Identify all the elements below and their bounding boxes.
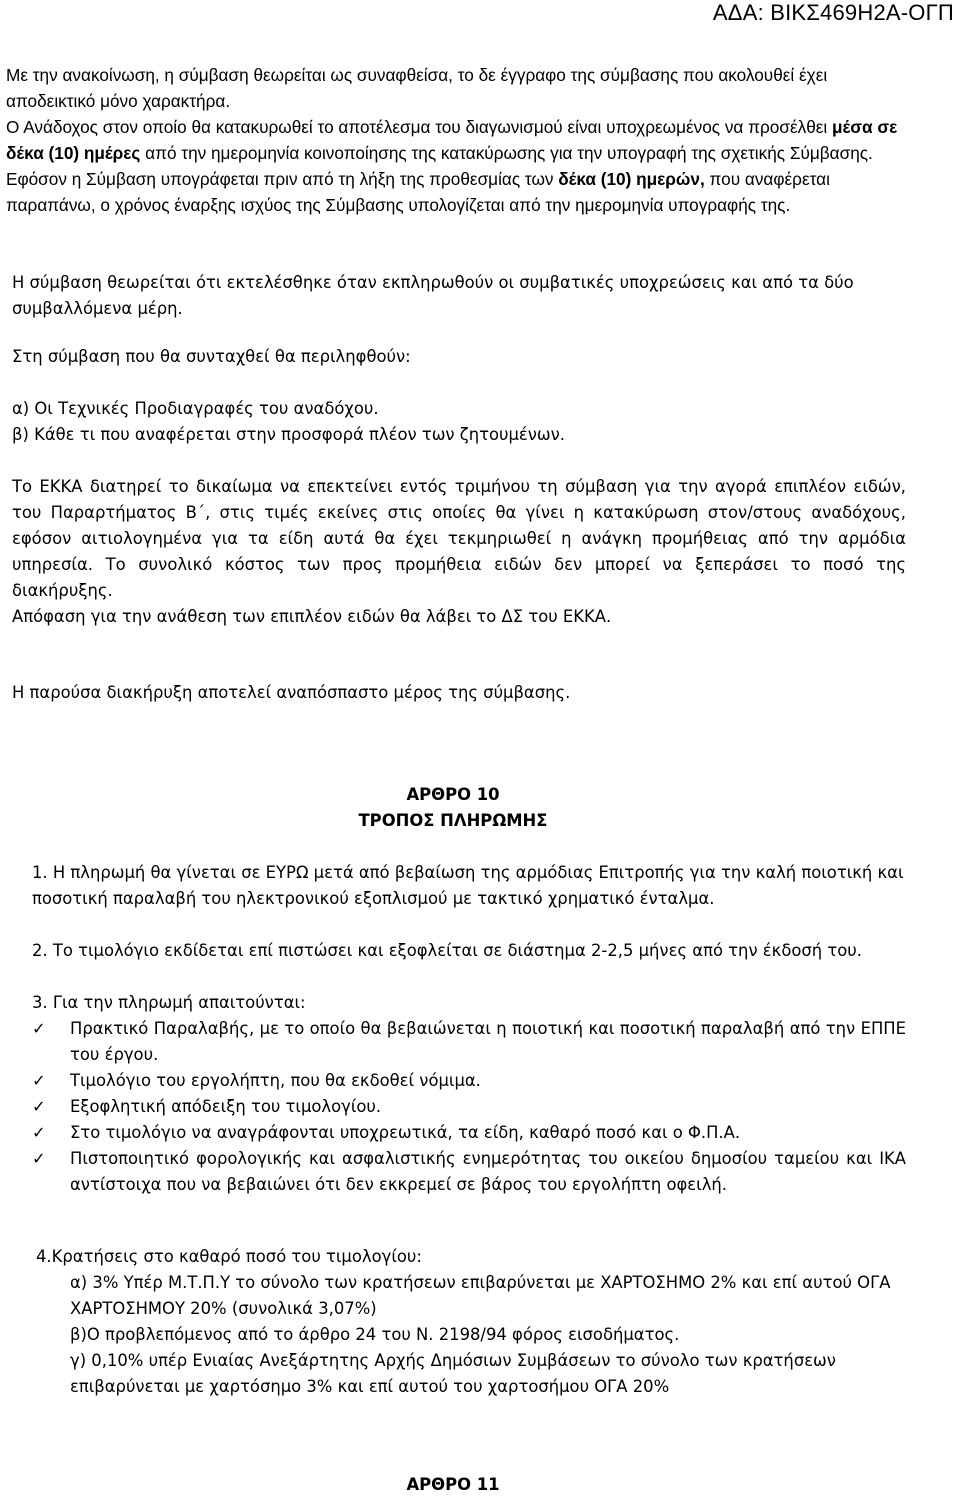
intro-announcement-paragraph: Με την ανακοίνωση, η σύμβαση θεωρείται ως συναφθείσα, το δε έγγραφο της σύμβασης που ακολουθεί έχει αποδεικτικό μόνο χαρακτήρα. [6,65,828,111]
check-mark-icon: ✓ [32,1071,46,1090]
payment-point-1: 1. Η πληρωμή θα γίνεται σε ΕΥΡΩ μετά από βεβαίωση της αρμόδιας Επιτροπής για την καλή ποιοτική και ποσοτική παραλαβή του ηλεκτρονικού εξοπλισμού με τακτικό χρηματικό ένταλμα. [32,863,904,908]
contract-includes-item-a: α) Οι Τεχνικές Προδιαγραφές του αναδόχου. [12,399,379,418]
ada-code-header: ΑΔΑ: ΒΙΚΣ469Η2Α-ΟΓΠ [712,0,954,25]
intro-obligation-text-e: που αναφέρεται παραπάνω, ο χρόνος έναρξης ισχύος της Σύμβασης υπολογίζεται από την ημερομηνία υπογραφής της. [6,169,830,215]
payment-requirements-list [12,1016,906,1198]
withholding-a: α) 3% Υπέρ Μ.Τ.Π.Υ το σύνολο των κρατήσεων επιβαρύνεται με ΧΑΡΤΟΣΗΜΟ 2% και επί αυτού ΟΓΑ ΧΑΡΤΟΣΗΜΟΥ 20% (συνολικά 3,07%) [70,1273,891,1318]
check-mark-icon: ✓ [32,1019,46,1038]
check-mark-icon: ✓ [32,1149,46,1168]
withholding-b: β)Ο προβλεπόμενος από το άρθρο 24 του Ν. 2198/94 φόρος εισοδήματος. [70,1325,680,1344]
intro-obligation-deadline-bold: μέσα σε δέκα (10) ημέρες [6,117,898,163]
withholding-c: γ) 0,10% υπέρ Ενιαίας Ανεξάρτητης Αρχής Δημόσιων Συμβάσεων το σύνολο των κρατήσεων επιβαρύνεται με χαρτόσημο 3% και επί αυτού του χαρτοσήμου ΟΓΑ 20% [70,1351,836,1396]
ekka-extension-paragraph: Το ΕΚΚΑ διατηρεί το δικαίωμα να επεκτείνει εντός τριμήνου τη σύμβαση για την αγορά επιπλέον ειδών, του Παραρτήματος Β΄, στις τιμές εκείνες στις οποίες θα γίνει η κατακύρωση στον/στους αναδόχους, εφόσον αιτιολογημένα για τα είδη αυτά θα έχει τεκμηριωθεί η ανάγκη προμήθειας από την αρμόδια υπηρεσία. Το συνολικό κόστος των προς προμήθεια ειδών δεν μπορεί να ξεπεράσει το ποσό της διακήρυξης. [12,477,906,600]
requirement-item: ✓ Πιστοποιητικό φορολογικής και ασφαλιστικής ενημερότητας του οικείου δημοσίου ταμείου και ΙΚΑ αντίστοιχα που να βεβαιώνει ότι δεν εκκρεμεί σε βάρος του εργολήπτη οφειλή. [12,1146,906,1198]
intro-obligation-paragraph [6,114,910,218]
article-10-title: ΤΡΟΠΟΣ ΠΛΗΡΩΜΗΣ [358,811,548,830]
integral-part-paragraph: Η παρούσα διακήρυξη αποτελεί αναπόσπαστο μέρος της σύμβασης. [12,683,571,702]
requirement-item: ✓ Τιμολόγιο του εργολήπτη, που θα εκδοθεί νόμιμα. [12,1068,906,1094]
check-mark-icon: ✓ [32,1097,46,1116]
article-10-number: ΑΡΘΡΟ 10 [406,785,500,804]
requirement-item: ✓ Στο τιμολόγιο να αναγράφονται υποχρεωτικά, τα είδη, καθαρό ποσό και ο Φ.Π.Α. [12,1120,906,1146]
requirement-item: ✓ Εξοφλητική απόδειξη του τιμολογίου. [12,1094,906,1120]
ekka-decision-paragraph: Απόφαση για την ανάθεση των επιπλέον ειδών θα λάβει το ΔΣ του ΕΚΚΑ. [12,607,612,626]
intro-obligation-days-bold: δέκα (10) ημερών, [558,169,705,189]
check-mark-icon: ✓ [32,1123,46,1142]
contract-includes-item-b: β) Κάθε τι που αναφέρεται στην προσφορά πλέον των ζητουμένων. [12,425,566,444]
contract-includes-lead: Στη σύμβαση που θα συνταχθεί θα περιληφθούν: [12,347,411,366]
article-11-number: ΑΡΘΡΟ 11 [406,1475,500,1494]
payment-point-4: 4.Κρατήσεις στο καθαρό ποσό του τιμολογίου: [36,1247,422,1266]
intro-obligation-text-c: από την ημερομηνία κοινοποίησης της κατακύρωσης για την υπογραφή της σχετικής Σύμβασης. Εφόσον η Σύμβαση υπογράφεται πριν από τη λήξη της προθεσμίας των [6,143,873,189]
payment-point-3: 3. Για την πληρωμή απαιτούνται: [32,993,306,1012]
intro-obligation-text-a: Ο Ανάδοχος στον οποίο θα κατακυρωθεί το αποτέλεσμα του διαγωνισμού είναι υποχρεωμένος να προσέλθει [6,117,833,137]
contract-completion-paragraph: Η σύμβαση θεωρείται ότι εκτελέσθηκε όταν εκπληρωθούν οι συμβατικές υποχρεώσεις και από τα δύο συμβαλλόμενα μέρη. [12,273,854,318]
payment-point-2: 2. Το τιμολόγιο εκδίδεται επί πιστώσει και εξοφλείται σε διάστημα 2-2,5 μήνες από την έκδοσή του. [32,941,862,960]
requirement-item: ✓ Πρακτικό Παραλαβής, με το οποίο θα βεβαιώνεται η ποιοτική και ποσοτική παραλαβή από την ΕΠΠΕ του έργου. [12,1016,906,1068]
